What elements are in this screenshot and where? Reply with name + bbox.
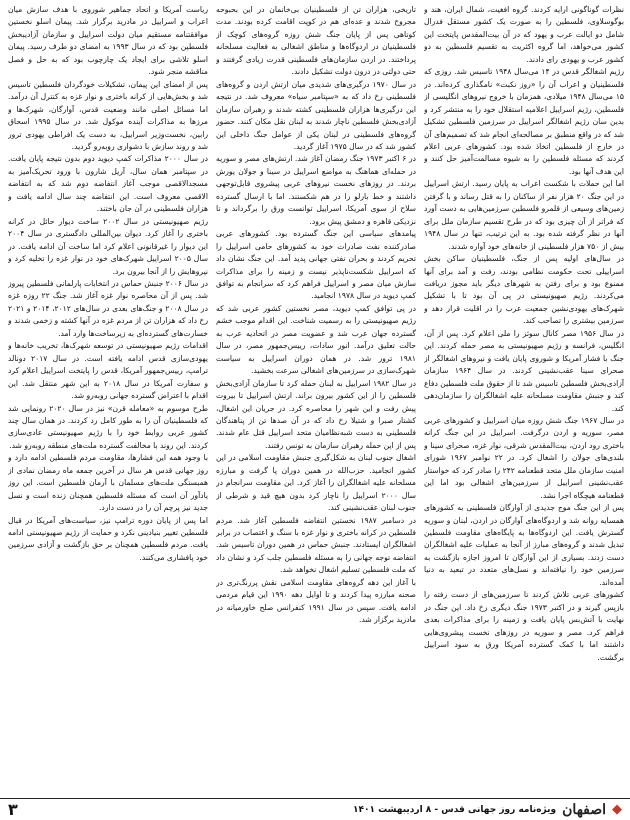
body-paragraph: کشورهای عربی تلاش کردند تا سرزمین‌های از دست رفته را بازپس گیرند و در اکتبر ۱۹۷۳ جنگ دیگری رخ داد. این جنگ در نهایت با آتش‌بس پایان یافت و زمینه را برای مذاکرات بعدی فراهم کرد. مصر و سوریه در روزهای نخست پیشروی‌هایی داشتند اما با کمک گسترده آمریکا ورق به سود اسراییل برگشت. bbox=[424, 590, 624, 662]
newspaper-page bbox=[6, 4, 624, 794]
body-paragraph: در سال ۲۰۰۶ جنبش حماس در انتخابات پارلمانی فلسطین پیروز شد. پس از آن محاصره نوار غزه آغاز شد. جنگ ۲۲ روزه غزه در سال ۲۰۰۸ و جنگ‌های بعدی در سال‌های ۲۰۱۲، ۲۰۱۴ و ۲۰۲۱ رخ داد که هزاران تن از مردم غزه در آنها کشته و زخمی شدند و خسارت‌های گسترده‌ای به زیرساخت‌ها وارد آمد. bbox=[8, 278, 208, 338]
column-left bbox=[8, 4, 208, 794]
body-paragraph: در سال‌های اولیه پس از جنگ، فلسطینیان ساکن بخش اسراییلی تحت حکومت نظامی بودند، رفت و آمد برای آنها ممنوع بود و برای رفتن به شهرهای دیگر باید مجوز دریافت می‌کردند. رژیم صهیونیستی در پی آن بود تا با تشکیل شهرک‌های یهودی‌نشین جمعیت عرب را در اقلیت قرار دهد و سرزمین بیشتری را تصاحب کند. bbox=[424, 254, 624, 326]
body-paragraph: اما این حملات با شکست اعراب به پایان رسید. ارتش اسراییل در این جنگ ۲۰ هزار نفر از ساکنان را به قتل رساند و با گرفتن زمین‌های وسیعی از قلمرو فلسطین سرزمین‌هایی به دست آورد که فراتر از آن چیزی بود که در طرح تقسیم سازمان ملل برای آنها در نظر گرفته شده بود. به این ترتیب، تنها در سال ۱۹۴۸ بیش از ۷۵۰ هزار فلسطینی از خانه‌های خود آواره شدند. bbox=[424, 179, 624, 251]
body-paragraph: طرح موسوم به «معامله قرن» نیز در سال ۲۰۲۰ رونمایی شد که فلسطینیان آن را به طور کامل رد کردند. در همان سال چند کشور عربی روابط خود را با رژیم صهیونیستی عادی‌سازی کردند. این روند با مخالفت گسترده ملت‌های منطقه روبه‌رو شد. bbox=[8, 403, 208, 450]
body-paragraph: پیامدهای سیاسی این جنگ گسترده بود. کشورهای عربی صادرکننده نفت صادرات خود به کشورهای حامی اسراییل را تحریم کردند و بحران نفتی جهانی پدید آمد. این جنگ نشان داد که اسراییل شکست‌ناپذیر نیست و زمینه را برای مذاکرات سازش میان مصر و اسراییل فراهم کرد که سرانجام به توافق کمپ دیوید در سال ۱۹۷۸ انجامید. bbox=[216, 229, 416, 301]
body-paragraph: در سال ۱۹۶۷ جنگ شش روزه میان اسراییل و کشورهای عربی مصر، سوریه و اردن درگرفت. اسراییل در این جنگ کرانه باختری رود اردن، بیت‌المقدس شرقی، نوار غزه، صحرای سینا و بلندی‌های جولان را اشغال کرد. در ۲۲ نوامبر ۱۹۶۷ شورای امنیت سازمان ملل متحد قطعنامه ۲۴۲ را صادر کرد که خواستار عقب‌نشینی اسراییل از سرزمین‌های اشغالی بود اما این قطعنامه هیچگاه اجرا نشد. bbox=[424, 415, 624, 500]
body-paragraph: در دسامبر ۱۹۸۷ نخستین انتفاضه فلسطین آغاز شد. مردم فلسطین در کرانه باختری و نوار غزه با سنگ و اعتصاب در برابر اشغالگران ایستادند. جنبش حماس در همین دوران تاسیس شد. انتفاضه توجه جهانی را به مسئله فلسطین جلب کرد و نشان داد که ملت فلسطین تسلیم اشغال نخواهد شد. bbox=[216, 515, 416, 575]
newspaper-logo-icon: ◆ bbox=[612, 802, 622, 817]
supplement-title: ویژه‌نامه روز جهانی قدس - ۸ اردیبهشت ۱۴۰۱ bbox=[352, 804, 557, 815]
page-number: ۳ bbox=[8, 800, 18, 819]
body-paragraph: با آغاز این دهه گروه‌های مقاومت اسلامی نقش پررنگ‌تری در صحنه مبارزه پیدا کردند و تا اوایل دهه ۱۹۹۰ این قیام مردمی ادامه یافت. سپس در سال ۱۹۹۱ کنفرانس صلح خاورمیانه در مادرید برگزار شد. bbox=[216, 577, 416, 625]
body-paragraph: در ۶ اکتبر ۱۹۷۳ جنگ رمضان آغاز شد. ارتش‌های مصر و سوریه در حمله‌ای هماهنگ به مواضع اسراییل در سینا و جولان یورش بردند. در روزهای نخست نیروهای عربی پیشروی قابل‌توجهی داشتند و خط بارلو را در هم شکستند. اما با ارسال گسترده سلاح از سوی آمریکا، اسراییل توانست ورق را برگرداند و تا نزدیکی قاهره و دمشق پیش برود. bbox=[216, 154, 416, 226]
body-paragraph: اقدامات رژیم صهیونیستی در توسعه شهرک‌ها، تخریب خانه‌ها و یهودی‌سازی قدس ادامه یافته است. در سال ۲۰۱۷ دونالد ترامپ، رییس‌جمهور آمریکا، قدس را پایتخت اسراییل اعلام کرد و سفارت آمریکا در سال ۲۰۱۸ به این شهر منتقل شد. این اقدام با اعتراض گسترده جهانی روبه‌رو شد. bbox=[8, 341, 208, 401]
body-paragraph: اشغال جنوب لبنان به شکل‌گیری جنبش مقاومت اسلامی در این کشور انجامید. حزب‌الله در همین دوران پا گرفت و مبارزه مسلحانه علیه اشغالگران را آغاز کرد. این مقاومت سرانجام در سال ۲۰۰۰ اسراییل را ناچار کرد بدون هیچ قید و شرطی از جنوب لبنان عقب‌نشینی کند. bbox=[216, 453, 416, 513]
body-paragraph: اما پس از پایان دوره ترامپ نیز، سیاست‌های آمریکا در قبال فلسطین تغییر بنیادینی نکرد و حمایت از رژیم صهیونیستی ادامه یافت. مردم فلسطین همچنان بر حق بازگشت و آزادی سرزمین خود پافشاری می‌کنند. bbox=[8, 515, 208, 562]
body-paragraph: با وجود همه این فشارها، مقاومت مردم فلسطین ادامه دارد و روز جهانی قدس هر سال در آخرین جمعه ماه رمضان نمادی از همبستگی ملت‌های مسلمان با آرمان فلسطین است. این روز یادآور آن است که مسئله فلسطین همچنان زنده است و نسل جدید نیز پرچم آن را در دست دارد. bbox=[8, 453, 208, 513]
body-paragraph: در سال ۲۰۰۰ مذاکرات کمپ دیوید دوم بدون نتیجه پایان یافت. در سپتامبر همان سال، آریل شارون با ورود تحریک‌آمیز به مسجدالاقصی موجب آغاز انتفاضه دوم شد که به انتفاضه الاقصی معروف است. این انتفاضه چند سال ادامه یافت و هزاران فلسطینی در آن جان باختند. bbox=[8, 154, 208, 214]
newspaper-logo: اصفهان bbox=[562, 801, 606, 818]
page-footer bbox=[0, 798, 630, 820]
body-paragraph: در سال ۱۹۵۶ مصر کانال سوئز را ملی اعلام کرد. پس از آن، انگلیس، فرانسه و رژیم صهیونیستی به مصر حمله کردند. این جنگ با فشار آمریکا و شوروی پایان یافت و نیروهای اشغالگر از صحرای سینا عقب‌نشینی کردند. در سال ۱۹۶۴ سازمان آزادی‌بخش فلسطین تاسیس شد تا از حقوق ملت فلسطین دفاع کند و جنبش مقاومت مسلحانه علیه اشغالگران را سازمان‌دهی کند. bbox=[424, 328, 624, 413]
body-paragraph: پس از این جنگ موج جدیدی از آوارگان فلسطینی به کشورهای همسایه روانه شد و اردوگاه‌های آوارگان در اردن، لبنان و سوریه گسترش یافت. این اردوگاه‌ها به پایگاه‌های مقاومت فلسطین تبدیل شدند و گروه‌های مبارز از آنجا به عملیات علیه اشغالگران دست زدند. بسیاری از این آوارگان تا امروز اجازه بازگشت به سرزمین خود را نیافته‌اند و نسل‌های متعدد در تبعید به دنیا آمده‌اند. bbox=[424, 503, 624, 587]
body-paragraph: در سال ۱۹۸۲ اسراییل به لبنان حمله کرد تا سازمان آزادی‌بخش فلسطین را از این کشور بیرون براند. ارتش اسراییل تا بیروت پیش رفت و این شهر را محاصره کرد. در جریان این اشغال، کشتار صبرا و شتیلا رخ داد که در آن صدها تن از پناهندگان فلسطینی به دست شبه‌نظامیان متحد اسراییل قتل عام شدند. پس از این حمله رهبران سازمان به تونس رفتند. bbox=[216, 378, 416, 450]
body-paragraph: در سال ۱۹۷۰ درگیری‌های شدیدی میان ارتش اردن و گروه‌های فلسطینی رخ داد که به «سپتامبر سیاه» معروف شد. در نتیجه این درگیری‌ها هزاران فلسطینی کشته شدند و رهبران سازمان آزادی‌بخش فلسطین ناچار شدند به لبنان نقل مکان کنند. حضور گروه‌های فلسطینی در لبنان یکی از عوامل جنگ داخلی این کشور شد که در سال ۱۹۷۵ آغاز گردید. bbox=[216, 79, 416, 151]
body-paragraph: تاریخی، هزاران تن از فلسطینیان بی‌خانمان در این بحبوحه مجروح شدند و عده‌ای هم در کوپت اقامت کرده بودند. مدت کوتاهی پس از پایان جنگ شش روزه گروه‌های کوچک از فلسطینیان در اردوگاه‌ها و مناطق اشغالی به فعالیت مسلحانه پرداختند. در اردن سازمان‌های فلسطینی قدرت زیادی گرفتند و حتی دولتی در درون دولت تشکیل دادند. bbox=[216, 5, 416, 77]
body-paragraph: ریاست آمریکا و اتحاد جماهیر شوروی با هدف سازش میان اعراب و اسراییل در مادرید برگزار شد. پیمان اسلو نخستین موافقتنامه مستقیم میان دولت اسراییل و سازمان آزادیبخش فلسطین بود که در سال ۱۹۹۳ به امضای دو طرف رسید. پیمان اسلو تلاشی برای ایجاد یک چارچوب بود که به حل و فصل مناقشه منجر شود. bbox=[8, 5, 208, 77]
body-paragraph: رژیم اشغالگر قدس در ۱۴ می‌سال ۱۹۴۸ تاسیس شد. روزی که فلسطینیان و اعراب آن را «روز نکبت» نامگذاری کرده‌اند. در ۱۵ می‌سال ۱۹۴۸ میلادی، همزمان با خروج نیروهای انگلیسی از فلسطین، رژیم اسراییل اعلامیه استقلال خود را به منتشر کرد و بدین سان رژیم اشغالگر اسراییل در سرزمین فلسطین تشکیل شد که در واقع منطبق بر مصالحه‌ای انجام شد که تصمیم‌های آن در خارج از فلسطین اتخاذ شده بود. کشورهای عربی اعلام کردند که مسئله فلسطین را به شیوه مسالمت‌آمیز حل کنند و این هدف آنها بود. bbox=[424, 67, 624, 176]
text-columns bbox=[6, 4, 624, 794]
body-paragraph: رژیم صهیونیستی در سال ۲۰۰۲ ساخت دیوار حائل در کرانه باختری را آغاز کرد. دیوان بین‌المللی دادگستری در سال ۲۰۰۴ این دیوار را غیرقانونی اعلام کرد اما ساخت آن ادامه یافت. در سال ۲۰۰۵ اسراییل شهرک‌های خود در نوار غزه را تخلیه کرد و نیروهایش را از آنجا بیرون برد. bbox=[8, 216, 208, 276]
footer-branding bbox=[353, 802, 622, 818]
body-paragraph: نظرات گوناگونی ارایه کردند. گروه افغیت، شمال ایران، هند و بوگوسلاوی، فلسطین را به صورت یک کشور مستقل فدرال شامل دو ایالت عرب و یهود که در آن بیت‌المقدس پایتخت این کشور می‌خواهد، اما گروه اکثریت به تقسیم فلسطین به دو کشور عرب و یهودی رای دادند. bbox=[424, 5, 624, 64]
column-middle bbox=[216, 4, 416, 794]
body-paragraph: در پی توافق کمپ دیوید، مصر نخستین کشور عربی شد که رژیم صهیونیستی را به رسمیت شناخت. این اقدام موجب خشم گسترده جهان عرب شد و عضویت مصر در اتحادیه عرب به حالت تعلیق درآمد. انور سادات، رییس‌جمهور مصر، در سال ۱۹۸۱ ترور شد. در همان دوران اسراییل به سیاست شهرک‌سازی در سرزمین‌های اشغالی سرعت بخشید. bbox=[216, 303, 416, 376]
column-right bbox=[424, 4, 624, 794]
body-paragraph: پس از امضای این پیمان، تشکیلات خودگردان فلسطین تاسیس شد و بخش‌هایی از کرانه باختری و نوار غزه به کنترل آن درآمد. اما مسائل اصلی مانند وضعیت قدس، آوارگان، شهرک‌ها و مرزها به مذاکرات آینده موکول شد. در سال ۱۹۹۵ اسحاق رابین، نخست‌وزیر اسراییل، به دست یک افراطی یهودی ترور شد و روند سازش با دشواری روبه‌رو گردید. bbox=[8, 79, 208, 151]
